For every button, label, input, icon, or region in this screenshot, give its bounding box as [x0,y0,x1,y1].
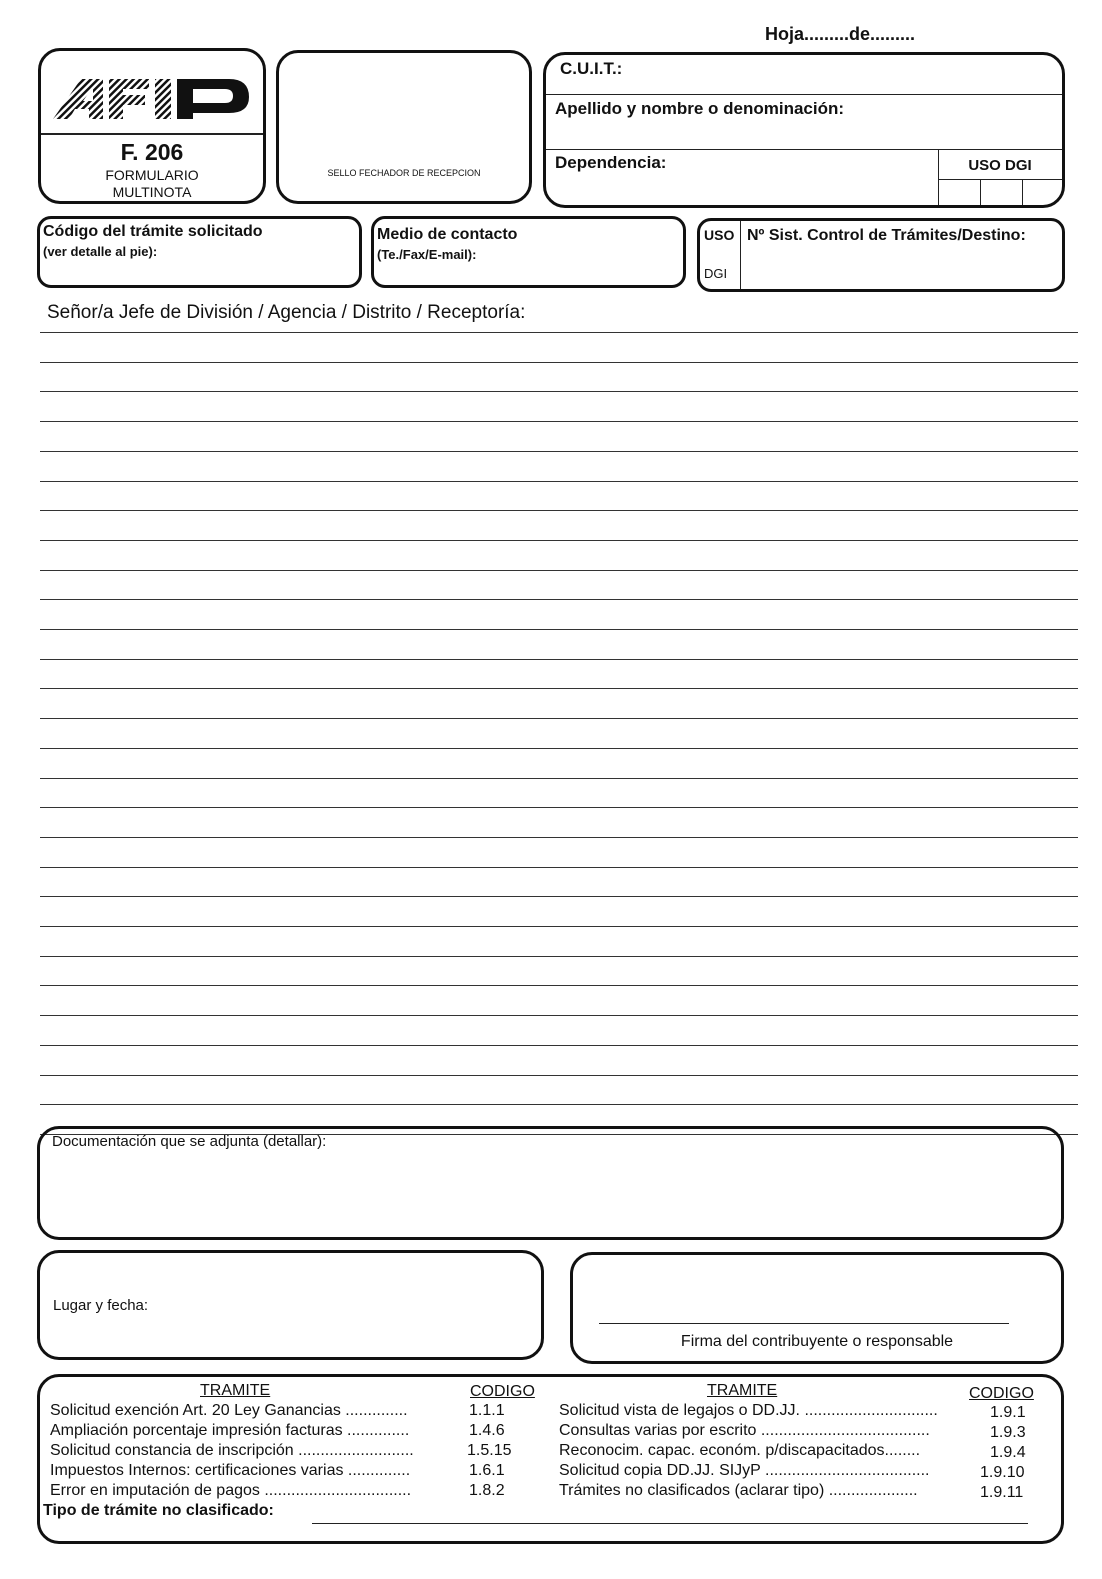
catalog-row-code: 1.4.6 [469,1422,505,1439]
dependency-field[interactable] [686,153,936,193]
control-field[interactable] [746,251,1056,285]
catalog-row-name: Ampliación porcentaje impresión facturas .............. [50,1422,410,1439]
catalog-header-codigo-right: CODIGO [969,1385,1034,1402]
catalog-row-code: 1.6.1 [469,1462,505,1479]
page-counter: Hoja.........de......... [765,24,916,44]
name-divider [546,149,1062,150]
catalog-row [559,1402,938,1420]
catalog-row-name: Solicitud copia DD.JJ. SIJyP ..................................... [559,1462,930,1479]
procedure-code-box[interactable] [37,216,362,288]
catalog-row-name: Trámites no clasificados (aclarar tipo) .................... [559,1482,918,1499]
ruled-line[interactable] [40,630,1078,660]
uso-dgi-divider [938,179,1062,180]
letter-salutation: Señor/a Jefe de División / Agencia / Distrito / Receptoría: [47,302,526,323]
ruled-line[interactable] [40,541,1078,571]
procedure-code-hint: (ver detalle al pie): [43,244,158,259]
catalog-row [50,1422,409,1440]
ruled-line[interactable] [40,452,1078,482]
cuit-field[interactable] [638,57,1048,91]
catalog-row [50,1482,411,1500]
logo-box [38,48,266,204]
catalog-row-code: 1.9.3 [990,1424,1026,1441]
ruled-line[interactable] [40,778,1078,808]
unclassified-field[interactable] [312,1523,1028,1524]
attachments-box[interactable] [37,1126,1064,1240]
catalog-row-code: 1.9.1 [990,1404,1026,1421]
ruled-line[interactable] [40,392,1078,422]
catalog-row-name: Consultas varias por escrito ...................................... [559,1422,930,1439]
catalog-row [559,1442,920,1460]
ruled-line[interactable] [40,659,1078,689]
form-number: F. 206 [120,139,184,165]
ruled-line[interactable] [40,867,1078,897]
signature-label: Firma del contribuyente o responsable [680,1333,954,1350]
attachments-label: Documentación que se adjunta (detallar): [52,1133,327,1150]
signature-line [599,1323,1009,1324]
catalog-header-tramite-right: TRAMITE [707,1382,778,1399]
catalog-header-tramite-left: TRAMITE [200,1382,271,1399]
contact-label: Medio de contacto [377,226,518,243]
uso-label: USO [704,227,735,243]
catalog-row-name: Solicitud vista de legajos o DD.JJ. .............................. [559,1402,938,1419]
catalog-row-code: 1.1.1 [469,1402,505,1419]
taxpayer-box [543,52,1065,208]
dependency-label: Dependencia: [555,153,667,172]
uso-dgi-cell-divider-2 [1022,179,1023,205]
catalog-row-code: 1.5.15 [467,1442,512,1459]
uso-dgi-cell-divider-1 [980,179,981,205]
cuit-divider [546,94,1062,95]
name-label: Apellido y nombre o denominación: [555,99,845,118]
ruled-line[interactable] [40,333,1078,363]
ruled-line[interactable] [40,362,1078,392]
form-name-line1: FORMULARIO [105,167,199,183]
name-field[interactable] [555,121,1055,147]
contact-box[interactable] [371,216,686,288]
ruled-line[interactable] [40,838,1078,868]
catalog-row-name: Reconocim. capac. económ. p/discapacitados........ [559,1442,921,1459]
ruled-line[interactable] [40,303,1078,333]
catalog-row [559,1482,918,1500]
place-date-box[interactable] [37,1250,544,1360]
control-box [697,218,1065,292]
catalog-row-code: 1.9.11 [980,1484,1024,1501]
contact-hint: (Te./Fax/E-mail): [377,247,477,262]
catalog-row [559,1462,929,1480]
dgi-label: DGI [704,266,728,281]
ruled-line[interactable] [40,689,1078,719]
ruled-line[interactable] [40,600,1078,630]
signature-box[interactable] [570,1252,1064,1364]
catalog-row-code: 1.9.10 [980,1464,1025,1481]
control-divider [740,221,741,289]
ruled-line[interactable] [40,956,1078,986]
ruled-line[interactable] [40,1046,1078,1076]
reception-stamp-box[interactable] [276,50,532,204]
afip-logo-icon [53,73,253,121]
ruled-line[interactable] [40,1075,1078,1105]
procedure-code-label: Código del trámite solicitado [43,223,263,240]
unclassified-label: Tipo de trámite no clasificado: [43,1502,274,1519]
ruled-line[interactable] [40,1016,1078,1046]
reception-stamp-label: SELLO FECHADOR DE RECEPCION [327,168,481,178]
ruled-line[interactable] [40,511,1078,541]
ruled-line[interactable] [40,481,1078,511]
ruled-line[interactable] [40,897,1078,927]
place-date-label: Lugar y fecha: [53,1297,149,1314]
catalog-header-codigo-left: CODIGO [470,1383,535,1400]
form-name-line2: MULTINOTA [112,184,192,200]
catalog-row-name: Solicitud constancia de inscripción .......................... [50,1442,414,1459]
catalog-row [50,1462,410,1480]
cuit-label: C.U.I.T.: [560,59,623,78]
ruled-line[interactable] [40,749,1078,779]
control-label: Nº Sist. Control de Trámites/Destino: [747,227,1026,244]
catalog-row [50,1402,408,1420]
uso-dgi-label: USO DGI [968,157,1032,174]
catalog-row-name: Solicitud exención Art. 20 Ley Ganancias .............. [50,1402,408,1419]
ruled-line[interactable] [40,808,1078,838]
ruled-line[interactable] [40,927,1078,957]
catalog-row-name: Error en imputación de pagos ................................. [50,1482,412,1499]
procedure-catalog-box [37,1374,1064,1544]
catalog-row [559,1422,930,1440]
catalog-row-name: Impuestos Internos: certificaciones varias .............. [50,1462,411,1479]
catalog-row [50,1442,414,1460]
ruled-line[interactable] [40,422,1078,452]
ruled-line[interactable] [40,986,1078,1016]
ruled-line[interactable] [40,719,1078,749]
logo-divider [41,133,263,135]
catalog-row-code: 1.9.4 [990,1444,1026,1461]
catalog-row-code: 1.8.2 [469,1482,505,1499]
ruled-line[interactable] [40,570,1078,600]
